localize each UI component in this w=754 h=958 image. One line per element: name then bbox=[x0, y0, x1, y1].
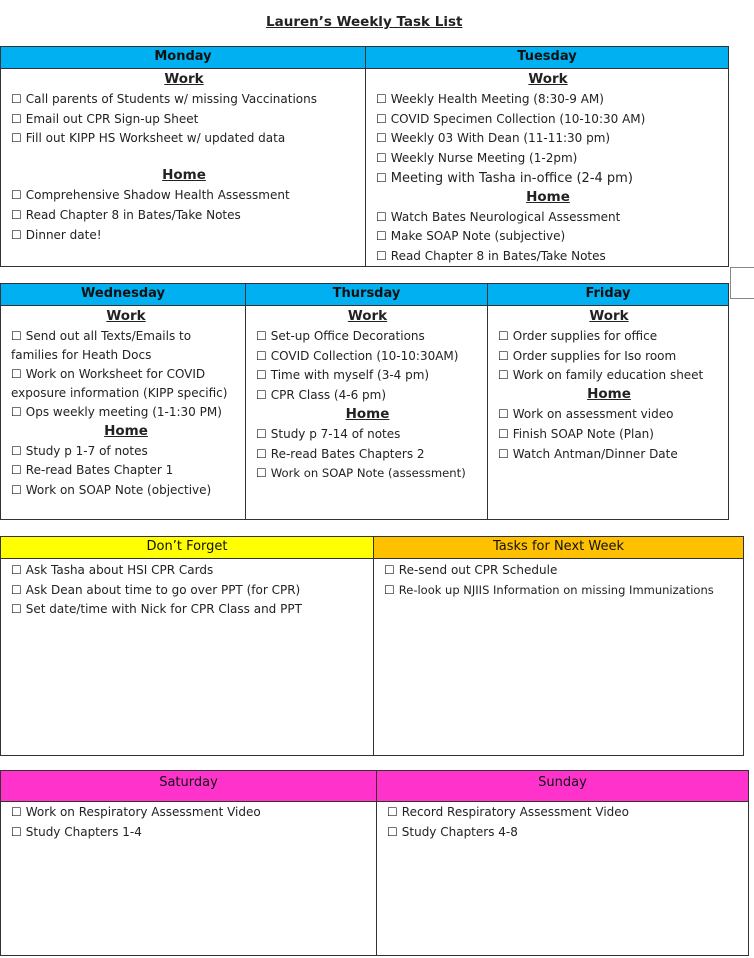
checkbox-icon[interactable]: ☐ bbox=[11, 602, 22, 617]
checkbox-icon[interactable]: ☐ bbox=[256, 446, 267, 461]
task-item[interactable] bbox=[11, 403, 241, 423]
task-label: Ops weekly meeting (1-1:30 PM) bbox=[25, 405, 222, 419]
task-item[interactable] bbox=[11, 442, 241, 462]
task-item[interactable] bbox=[256, 366, 479, 386]
task-item[interactable] bbox=[11, 481, 241, 501]
checkbox-icon[interactable]: ☐ bbox=[11, 188, 22, 203]
friday-work-list bbox=[498, 327, 720, 386]
monday-work-heading: Work bbox=[164, 71, 204, 87]
friday-home-list bbox=[498, 405, 720, 464]
reminders-table bbox=[0, 536, 744, 756]
task-label: Read Chapter 8 in Bates/Take Notes bbox=[390, 248, 606, 263]
checkbox-icon[interactable]: ☐ bbox=[11, 405, 22, 419]
task-item[interactable] bbox=[384, 581, 741, 601]
task-label: Email out CPR Sign-up Sheet bbox=[25, 111, 199, 126]
checkbox-icon[interactable]: ☐ bbox=[11, 227, 22, 242]
checkbox-icon[interactable]: ☐ bbox=[498, 407, 509, 422]
thursday-home-heading: Home bbox=[345, 405, 390, 422]
checkbox-icon[interactable]: ☐ bbox=[11, 329, 22, 343]
task-item[interactable] bbox=[387, 823, 740, 843]
wednesday-column bbox=[1, 284, 245, 519]
task-item[interactable] bbox=[498, 366, 720, 386]
dont-forget-column bbox=[1, 537, 373, 755]
next-week-list bbox=[384, 561, 741, 600]
sunday-header: Sunday bbox=[377, 771, 748, 802]
tuesday-home-heading: Home bbox=[526, 188, 570, 205]
checkbox-icon[interactable]: ☐ bbox=[11, 111, 22, 126]
checkbox-icon[interactable]: ☐ bbox=[498, 368, 509, 383]
checkbox-icon[interactable]: ☐ bbox=[11, 207, 22, 222]
task-item[interactable] bbox=[11, 365, 241, 403]
task-label: Study Chapters 1-4 bbox=[25, 824, 142, 839]
monday-home-heading: Home bbox=[162, 167, 206, 184]
checkbox-icon[interactable]: ☐ bbox=[11, 367, 22, 381]
task-item[interactable] bbox=[498, 347, 720, 367]
tuesday-work-list bbox=[376, 90, 720, 189]
task-label: Read Chapter 8 in Bates/Take Notes bbox=[25, 207, 241, 222]
task-label: CPR Class (4-6 pm) bbox=[270, 388, 387, 403]
task-item[interactable] bbox=[11, 110, 357, 130]
monday-column bbox=[1, 47, 365, 266]
checkbox-icon[interactable]: ☐ bbox=[498, 329, 509, 343]
checkbox-icon[interactable]: ☐ bbox=[11, 131, 22, 146]
page-title: Lauren’s Weekly Task List bbox=[266, 14, 463, 30]
checkbox-icon[interactable]: ☐ bbox=[11, 582, 22, 597]
wednesday-work-heading: Work bbox=[106, 308, 146, 324]
monday-header: Monday bbox=[1, 47, 365, 69]
tuesday-header: Tuesday bbox=[366, 47, 728, 69]
task-label: Ask Tasha about HSI CPR Cards bbox=[25, 563, 214, 577]
thursday-column bbox=[245, 284, 487, 519]
task-label: Re-read Bates Chapter 1 bbox=[25, 463, 174, 478]
wednesday-work-list bbox=[11, 327, 241, 423]
task-item[interactable] bbox=[498, 445, 720, 465]
dont-forget-header: Don’t Forget bbox=[1, 537, 373, 559]
friday-home-heading: Home bbox=[587, 386, 631, 403]
task-item[interactable] bbox=[11, 561, 365, 581]
task-label: Work on family education sheet bbox=[512, 368, 704, 383]
task-item[interactable] bbox=[11, 803, 368, 823]
task-label: Make SOAP Note (subjective) bbox=[390, 229, 566, 244]
task-label: Time with myself (3-4 pm) bbox=[270, 368, 430, 383]
task-label: Set date/time with Nick for CPR Class and PPT bbox=[25, 602, 302, 617]
task-item[interactable] bbox=[11, 600, 365, 620]
task-label: Order supplies for Iso room bbox=[512, 348, 677, 363]
saturday-column bbox=[1, 771, 376, 955]
checkbox-icon[interactable]: ☐ bbox=[376, 92, 387, 106]
saturday-header: Saturday bbox=[1, 771, 376, 802]
task-label: COVID Specimen Collection (10-10:30 AM) bbox=[390, 111, 646, 126]
checkbox-icon[interactable]: ☐ bbox=[11, 483, 22, 498]
next-week-column bbox=[373, 537, 743, 755]
next-week-header: Tasks for Next Week bbox=[374, 537, 743, 559]
checkbox-icon[interactable]: ☐ bbox=[256, 329, 267, 343]
tuesday-column bbox=[365, 47, 728, 266]
task-label: Weekly 03 With Dean (11-11:30 pm) bbox=[390, 131, 611, 146]
thursday-work-list bbox=[256, 327, 479, 406]
checkbox-icon[interactable]: ☐ bbox=[376, 170, 387, 185]
checkbox-icon[interactable]: ☐ bbox=[376, 151, 387, 166]
task-label: Work on SOAP Note (objective) bbox=[25, 483, 212, 498]
thursday-home-list bbox=[256, 425, 479, 484]
task-item[interactable] bbox=[384, 561, 741, 581]
task-label: Fill out KIPP HS Worksheet w/ updated data bbox=[25, 131, 286, 146]
task-label: Finish SOAP Note (Plan) bbox=[512, 426, 654, 441]
task-label: Weekly Nurse Meeting (1-2pm) bbox=[390, 151, 578, 166]
wednesday-home-heading: Home bbox=[104, 422, 148, 439]
friday-column bbox=[487, 284, 728, 519]
task-item[interactable] bbox=[376, 169, 720, 189]
checkbox-icon[interactable]: ☐ bbox=[11, 805, 22, 819]
task-label: COVID Collection (10-10:30AM) bbox=[270, 348, 459, 363]
checkbox-icon[interactable]: ☐ bbox=[256, 348, 267, 363]
checkbox-icon[interactable]: ☐ bbox=[387, 824, 398, 839]
friday-work-heading: Work bbox=[589, 308, 629, 324]
task-item[interactable] bbox=[256, 445, 479, 465]
task-item[interactable] bbox=[498, 405, 720, 425]
task-label: Work on SOAP Note (assessment) bbox=[270, 466, 466, 481]
checkbox-icon[interactable]: ☐ bbox=[256, 368, 267, 383]
task-label: Work on Respiratory Assessment Video bbox=[25, 805, 261, 819]
task-label: Watch Antman/Dinner Date bbox=[512, 446, 678, 461]
task-item[interactable] bbox=[11, 823, 368, 843]
task-item[interactable] bbox=[11, 129, 357, 149]
checkbox-icon[interactable]: ☐ bbox=[256, 426, 267, 441]
tuesday-home-list bbox=[376, 208, 720, 267]
page-edge-box bbox=[730, 267, 754, 299]
task-item[interactable] bbox=[256, 464, 479, 484]
monday-work-list bbox=[11, 90, 357, 149]
task-label: Send out all Texts/Emails to families for Heath Docs bbox=[11, 329, 192, 362]
task-item[interactable] bbox=[376, 227, 720, 247]
task-item[interactable] bbox=[11, 461, 241, 481]
task-item[interactable] bbox=[11, 581, 365, 601]
task-label: Work on Worksheet for COVID exposure information (KIPP specific) bbox=[11, 367, 228, 400]
checkbox-icon[interactable]: ☐ bbox=[376, 229, 387, 244]
task-item[interactable] bbox=[11, 186, 357, 206]
checkbox-icon[interactable]: ☐ bbox=[256, 388, 267, 403]
task-label: Re-look up NJIIS Information on missing Immunizations bbox=[398, 582, 714, 597]
task-label: Call parents of Students w/ missing Vaccinations bbox=[25, 92, 317, 106]
checkbox-icon[interactable]: ☐ bbox=[376, 131, 387, 146]
task-item[interactable] bbox=[387, 803, 740, 823]
checkbox-icon[interactable]: ☐ bbox=[498, 348, 509, 363]
checkbox-icon[interactable]: ☐ bbox=[384, 582, 395, 597]
monday-home-list bbox=[11, 186, 357, 245]
saturday-list bbox=[11, 803, 368, 842]
wednesday-home-list bbox=[11, 442, 241, 501]
task-item[interactable] bbox=[498, 425, 720, 445]
task-item[interactable] bbox=[256, 425, 479, 445]
checkbox-icon[interactable]: ☐ bbox=[376, 111, 387, 126]
wednesday-header: Wednesday bbox=[1, 284, 245, 306]
checkbox-icon[interactable]: ☐ bbox=[11, 824, 22, 839]
task-label: Watch Bates Neurological Assessment bbox=[390, 209, 621, 224]
checkbox-icon[interactable]: ☐ bbox=[11, 463, 22, 478]
weekend-table bbox=[0, 770, 749, 956]
task-label: Meeting with Tasha in-office (2-4 pm) bbox=[390, 170, 633, 186]
task-item[interactable] bbox=[11, 90, 357, 110]
task-label: Weekly Health Meeting (8:30-9 AM) bbox=[390, 92, 604, 106]
task-item[interactable] bbox=[376, 110, 720, 130]
task-item[interactable] bbox=[256, 347, 479, 367]
task-item[interactable] bbox=[11, 327, 241, 365]
task-label: Dinner date! bbox=[25, 227, 102, 242]
task-label: Study p 1-7 of notes bbox=[25, 443, 148, 458]
task-label: Re-read Bates Chapters 2 bbox=[270, 446, 425, 461]
task-item[interactable] bbox=[376, 247, 720, 267]
friday-header: Friday bbox=[488, 284, 728, 306]
task-label: Study p 7-14 of notes bbox=[270, 426, 401, 441]
dont-forget-list bbox=[11, 561, 365, 620]
checkbox-icon[interactable]: ☐ bbox=[11, 92, 22, 106]
checkbox-icon[interactable]: ☐ bbox=[387, 805, 398, 819]
checkbox-icon[interactable]: ☐ bbox=[498, 446, 509, 461]
task-label: Order supplies for office bbox=[512, 329, 658, 343]
task-item[interactable] bbox=[11, 206, 357, 226]
task-item[interactable] bbox=[498, 327, 720, 347]
task-item[interactable] bbox=[11, 226, 357, 246]
task-item[interactable] bbox=[376, 149, 720, 169]
task-item[interactable] bbox=[256, 386, 479, 406]
sunday-list bbox=[387, 803, 740, 842]
checkbox-icon[interactable]: ☐ bbox=[256, 466, 267, 481]
task-item[interactable] bbox=[376, 129, 720, 149]
checkbox-icon[interactable]: ☐ bbox=[384, 563, 395, 577]
thursday-work-heading: Work bbox=[347, 308, 388, 324]
task-label: Record Respiratory Assessment Video bbox=[401, 805, 630, 819]
task-label: Ask Dean about time to go over PPT (for CPR) bbox=[25, 582, 301, 597]
checkbox-icon[interactable]: ☐ bbox=[376, 209, 387, 224]
task-label: Study Chapters 4-8 bbox=[401, 824, 518, 839]
task-item[interactable] bbox=[376, 208, 720, 228]
task-label: Comprehensive Shadow Health Assessment bbox=[25, 188, 290, 203]
sunday-column bbox=[376, 771, 748, 955]
thursday-header: Thursday bbox=[246, 284, 487, 306]
checkbox-icon[interactable]: ☐ bbox=[11, 443, 22, 458]
task-item[interactable] bbox=[376, 90, 720, 110]
monday-tuesday-table bbox=[0, 46, 729, 267]
tuesday-work-heading: Work bbox=[528, 71, 568, 87]
checkbox-icon[interactable]: ☐ bbox=[498, 426, 509, 441]
checkbox-icon[interactable]: ☐ bbox=[376, 248, 387, 263]
wed-thu-fri-table bbox=[0, 283, 729, 520]
task-label: Set-up Office Decorations bbox=[270, 329, 425, 343]
checkbox-icon[interactable]: ☐ bbox=[11, 563, 22, 577]
task-label: Re-send out CPR Schedule bbox=[398, 563, 558, 577]
task-label: Work on assessment video bbox=[512, 407, 674, 422]
task-item[interactable] bbox=[256, 327, 479, 347]
